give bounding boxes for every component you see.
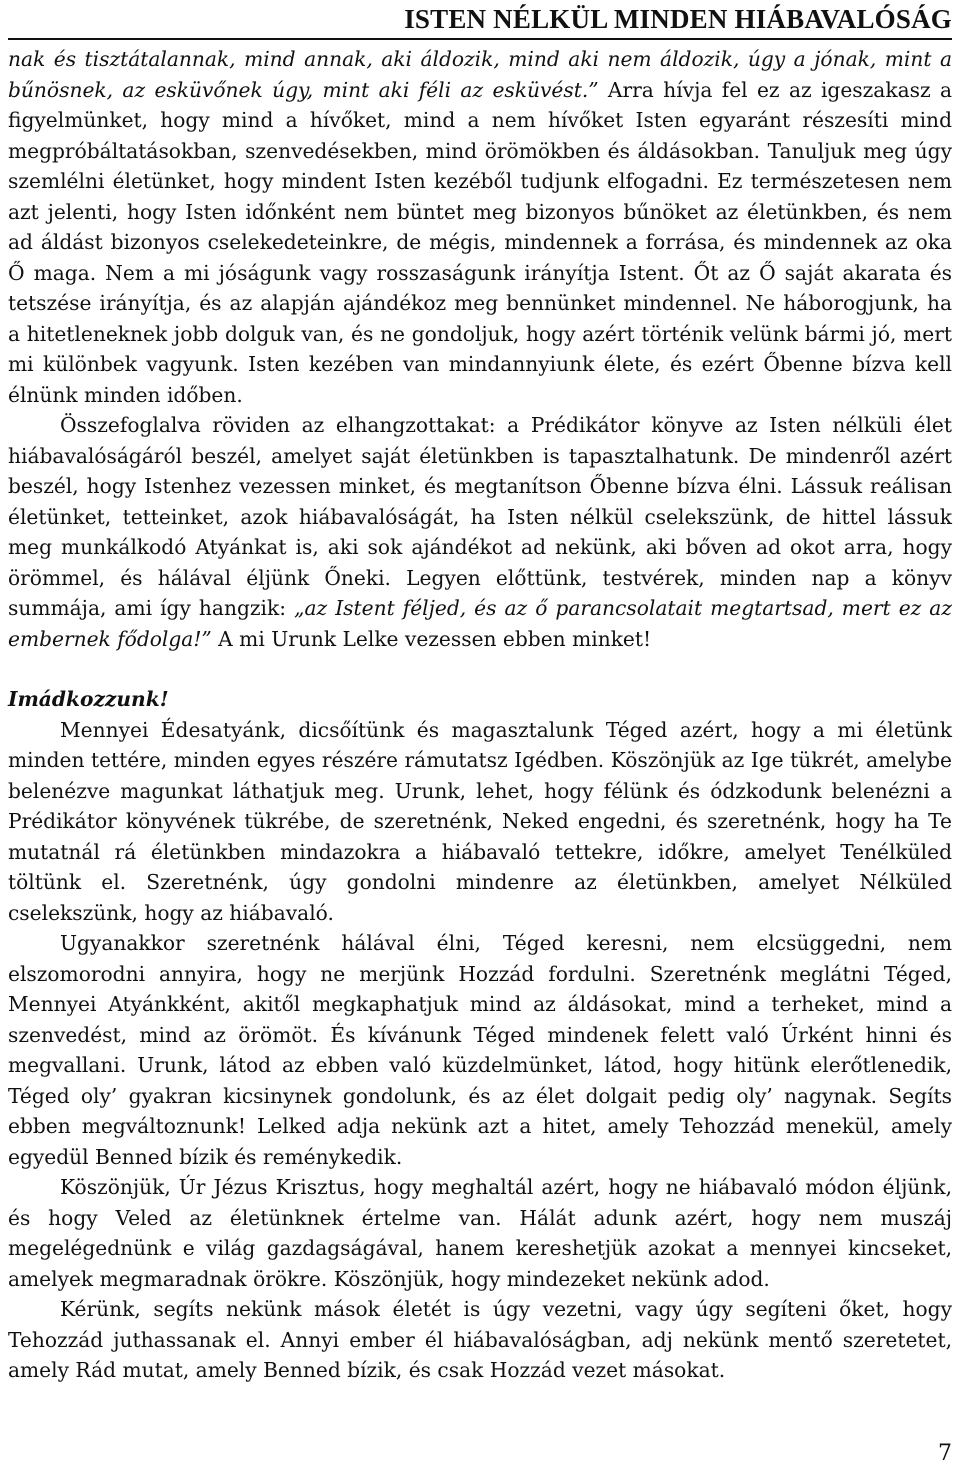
prayer-paragraph-4: Kérünk, segíts nekünk mások életét is úgy vezetni, vagy úgy segíteni őket, hogy Tehozzád juthassanak el. Annyi ember él hiábavalóságban, adj nekünk mentő szeretetet, amely Rád mutat, amely Benned bízik, és csak Hozzád vezet másokat. xyxy=(8,1297,952,1382)
prayer-paragraph-2: Ugyanakkor szeretnénk hálával élni, Téged keresni, nem elcsüggedni, nem elszomorodni annyira, hogy ne merjünk Hozzád fordulni. Szeretnénk meglátni Téged, Mennyei Atyánkként, akitől megkaphatjuk mind az áldásokat, mind a terheket, mind a szenvedést, mind az örömöt. És kívánunk Téged mindenek felett való Úrként hinni és megvallani. Urunk, látod az ebben való küzdelmünket, látod, hogy hitünk elerőtlenedik, Téged oly’ gyakran kicsinynek gondolunk, és az élet dolgait pedig oly’ nagynak. Segíts ebben megváltoznunk! Lelked adja nekünk azt a hitet, amely Tehozzád menekül, amely egyedül Benned bízik és reménykedik. xyxy=(8,931,952,1169)
paragraph-text: A mi Urunk Lelke vezessen ebben minket! xyxy=(211,626,652,651)
paragraph-summary xyxy=(8,410,952,654)
scripture-quote: „az Istent féljed, és az ő parancsolatait megtartsad, mert ez az embernek fődolga!” xyxy=(8,596,952,651)
page-body xyxy=(8,44,952,1386)
prayer-heading: Imádkozzunk! xyxy=(8,687,169,711)
paragraph-continuation xyxy=(8,44,952,410)
scripture-quote-end: nak és tisztátalannak, mind annak, aki áldozik, mind aki nem áldozik, úgy a jónak, mint a bűnösnek, az esküvőnek úgy, mint aki féli az esküvést.” xyxy=(8,47,952,102)
page-number: 7 xyxy=(938,1441,952,1466)
paragraph-text: Összefoglalva röviden az elhangzottakat: a Prédikátor könyve az Isten nélküli élet hiábavalóságáról beszél, amelyet saját életünkben is tapasztalhatunk. De mindenről azért beszél, hogy Istenhez vezessen minket, és megtanítson Őbenne bízva élni. Lássuk reálisan életünket, tetteinket, azok hiábavalóságát, ha Isten nélkül cselekszünk, de hittel lássuk meg munkálkodó Atyánkat is, aki sok ajándékot ad nekünk, aki bőven ad okot arra, hogy örömmel, és hálával éljünk Őneki. Legyen előttünk, testvérek, minden nap a könyv summája, ami így hangzik: xyxy=(8,413,952,620)
header-rule xyxy=(8,38,952,40)
prayer-paragraph-1: Mennyei Édesatyánk, dicsőítünk és magasztalunk Téged azért, hogy a mi életünk minden tettére, minden egyes részére rámutatsz Igédben. Köszönjük az Ige tükrét, amelybe belenézve magunkat láthatjuk meg. Urunk, lehet, hogy félünk és ódzkodunk belenézni a Prédikátor könyvének tükrébe, de szeretnénk, Neked engedni, és szeretnénk, hogy ha Te mutatnál rá életünkben mindazokra a hiábavaló tettekre, időkre, amelyet Tenélküled töltünk el. Szeretnénk, úgy gondolni mindenre az életünkben, amelyet Nélküled cselekszünk, hogy az hiábavaló. xyxy=(8,717,952,925)
paragraph-text: Arra hívja fel ez az igeszakasz a figyelmünket, hogy mind a hívőket, mind a nem hívőket Isten egyaránt részesíti mind megpróbáltatásokban, szenvedésekben, mind örömökben és áldásokban. Tanuljuk meg úgy szemlélni életünket, hogy mindent Isten kezéből tudjunk elfogadni. Ez természetesen nem azt jelenti, hogy Isten időnként nem büntet meg bizonyos bűnöket az életünkben, és nem ad áldást bizonyos cselekedeteinkre, de mégis, mindennek a forrása, és mindennek az oka Ő maga. Nem a mi jóságunk vagy rosszaságunk irányítja Istent. Őt az Ő saját akarata és tetszése irányítja, és az alapján ajándékoz meg bennünket mindennel. Ne háborogjunk, ha a hitetleneknek jobb dolguk van, és ne gondoljuk, hogy azért történik velünk bármi jó, mert mi különbek vagyunk. Isten kezében van mindannyiunk élete, és ezért Őbenne bízva kell élnünk minden időben. xyxy=(8,77,953,407)
running-header: ISTEN NÉLKÜL MINDEN HIÁBAVALÓSÁG xyxy=(404,4,952,34)
prayer-paragraph-3: Köszönjük, Úr Jézus Krisztus, hogy meghaltál azért, hogy ne hiábavaló módon éljünk, és hogy Veled az életünknek értelme van. Hálát adunk azért, hogy nem muszáj megelégednünk e világ gazdagságával, hanem kereshetjük azokat a mennyei kincseket, amelyek megmaradnak örökre. Köszönjük, hogy mindezeket nekünk adod. xyxy=(8,1175,952,1291)
